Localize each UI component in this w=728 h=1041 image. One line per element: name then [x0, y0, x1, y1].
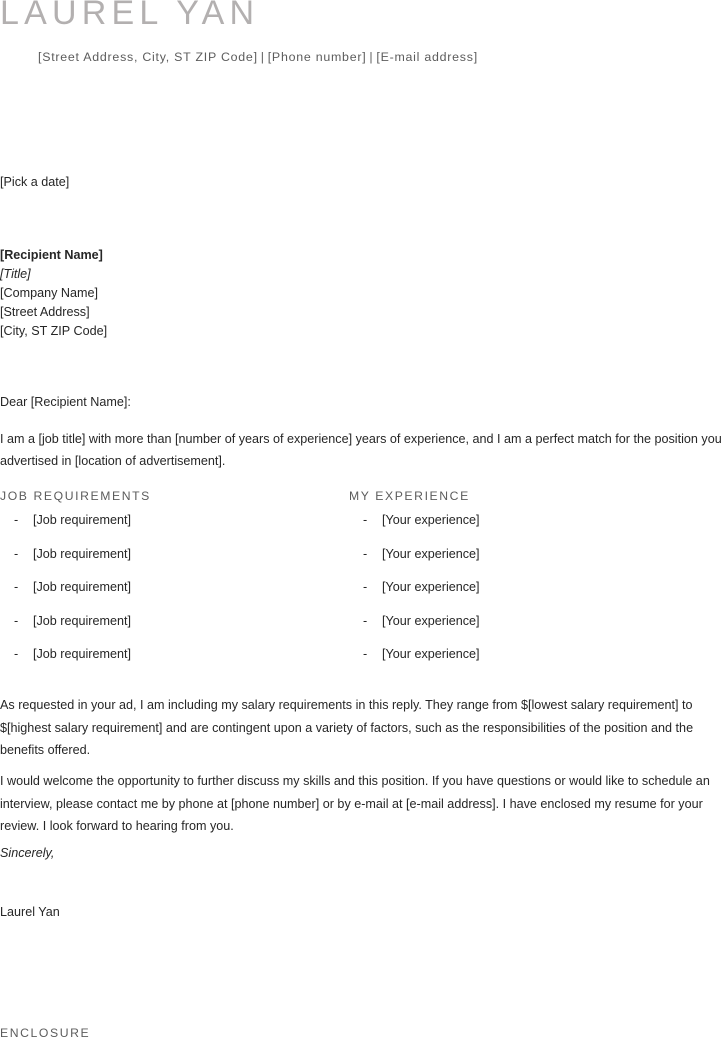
bullet-dash-icon: - [363, 613, 368, 628]
list-item-label: [Your experience] [382, 546, 480, 561]
contact-address: [Street Address, City, ST ZIP Code] [38, 50, 258, 64]
list-item-label: [Your experience] [382, 580, 480, 595]
salutation: Dear [Recipient Name]: [0, 395, 131, 409]
intro-paragraph: I am a [job title] with more than [number of years of experience] years of experience, and I am a perfect match for the position you advertised in [location of advertisement]. [0, 432, 722, 468]
enclosure-heading: ENCLOSURE [0, 1026, 91, 1040]
my-experience-heading: MY EXPERIENCE [349, 489, 470, 503]
salary-paragraph: As requested in your ad, I am including my salary requirements in this reply. They range from $[lowest salary requirement] to $[highest salary requirement] and are contingent upon a variety of factors, such as the responsibilities of the position and the benefits offered. [0, 698, 694, 757]
recipient-street: [Street Address] [0, 305, 90, 319]
bullet-dash-icon: - [363, 546, 368, 561]
contact-separator-1: | [260, 50, 265, 64]
closing-salutation: Sincerely, [0, 846, 55, 860]
list-item-label: [Job requirement] [33, 546, 132, 561]
recipient-city-state-zip: [City, ST ZIP Code] [0, 324, 108, 338]
list-item-label: [Job requirement] [33, 647, 132, 662]
recipient-address-block [0, 246, 107, 341]
list-item-label: [Job requirement] [33, 613, 132, 628]
job-requirements-heading: JOB REQUIREMENTS [0, 489, 151, 503]
contact-phone: [Phone number] [267, 50, 367, 64]
bullet-dash-icon: - [14, 580, 19, 595]
contact-info-line [38, 49, 478, 65]
bullet-dash-icon: - [14, 647, 19, 662]
bullet-dash-icon: - [363, 647, 368, 662]
list-item-label: [Your experience] [382, 613, 480, 628]
bullet-dash-icon: - [14, 546, 19, 561]
bullet-dash-icon: - [363, 580, 368, 595]
bullet-dash-icon: - [14, 613, 19, 628]
bullet-dash-icon: - [363, 513, 368, 527]
recipient-company: [Company Name] [0, 286, 98, 300]
contact-separator-2: | [369, 50, 374, 64]
recipient-title: [Title] [0, 267, 31, 281]
recipient-name: [Recipient Name] [0, 248, 103, 262]
list-item-label: [Your experience] [382, 647, 480, 662]
list-item-label: [Your experience] [382, 513, 480, 527]
bullet-dash-icon: - [14, 513, 19, 527]
signature-name: Laurel Yan [0, 905, 60, 919]
closing-paragraph: I would welcome the opportunity to further discuss my skills and this position. If you have questions or would like to schedule an interview, please contact me by phone at [phone number] or by e-mail at [e-mail address]. I have enclosed my resume for your review. I look forward to hearing from you. [0, 774, 710, 833]
list-item-label: [Job requirement] [33, 580, 132, 595]
page-title: LAUREL YAN [0, 0, 260, 32]
list-item-label: [Job requirement] [33, 513, 132, 527]
contact-email: [E-mail address] [376, 50, 478, 64]
date-field[interactable]: [Pick a date] [0, 175, 70, 189]
